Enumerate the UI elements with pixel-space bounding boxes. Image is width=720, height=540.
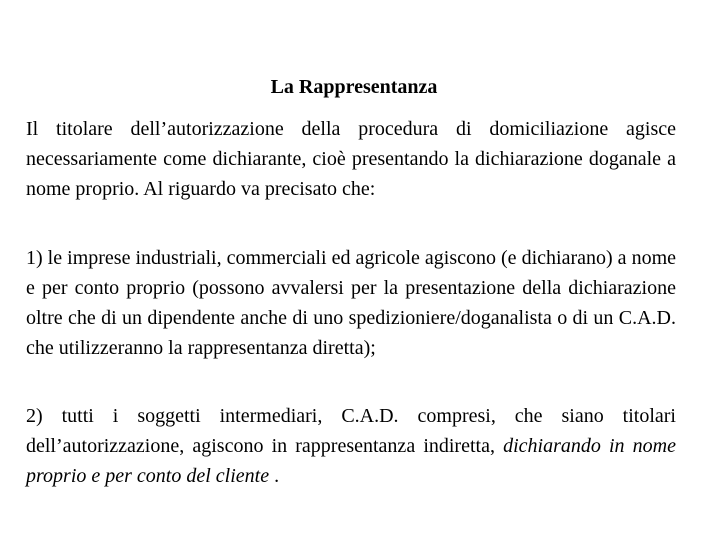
- paragraph-item-2-italic: dichiarando in nome proprio e per conto del cliente: [26, 435, 676, 487]
- paragraph-intro: Il titolare dell’autorizzazione della procedura di domiciliazione agisce necessariamente come dichiarante, cioè presentando la dichiarazione doganale a nome proprio. Al riguardo va precisato che:: [26, 118, 676, 200]
- paragraph-item-2-text: 2) tutti i soggetti intermediari, C.A.D. compresi, che siano titolari dell’autorizzazione, agiscono in rappresentanza indiretta,: [26, 405, 676, 457]
- document-title: La Rappresentanza: [270, 76, 438, 98]
- paragraph-item-1: 1) le imprese industriali, commerciali ed agricole agiscono (e dichiarano) a nome e per conto proprio (possono avvalersi per la presentazione della dichiarazione oltre che di un dipendente anche di uno spedizioniere/doganalista o di un C.A.D. che utilizzeranno la rappresentanza diretta);: [26, 247, 676, 359]
- paragraph-item-2: [26, 401, 676, 491]
- paragraph-item-2-end: .: [269, 465, 280, 487]
